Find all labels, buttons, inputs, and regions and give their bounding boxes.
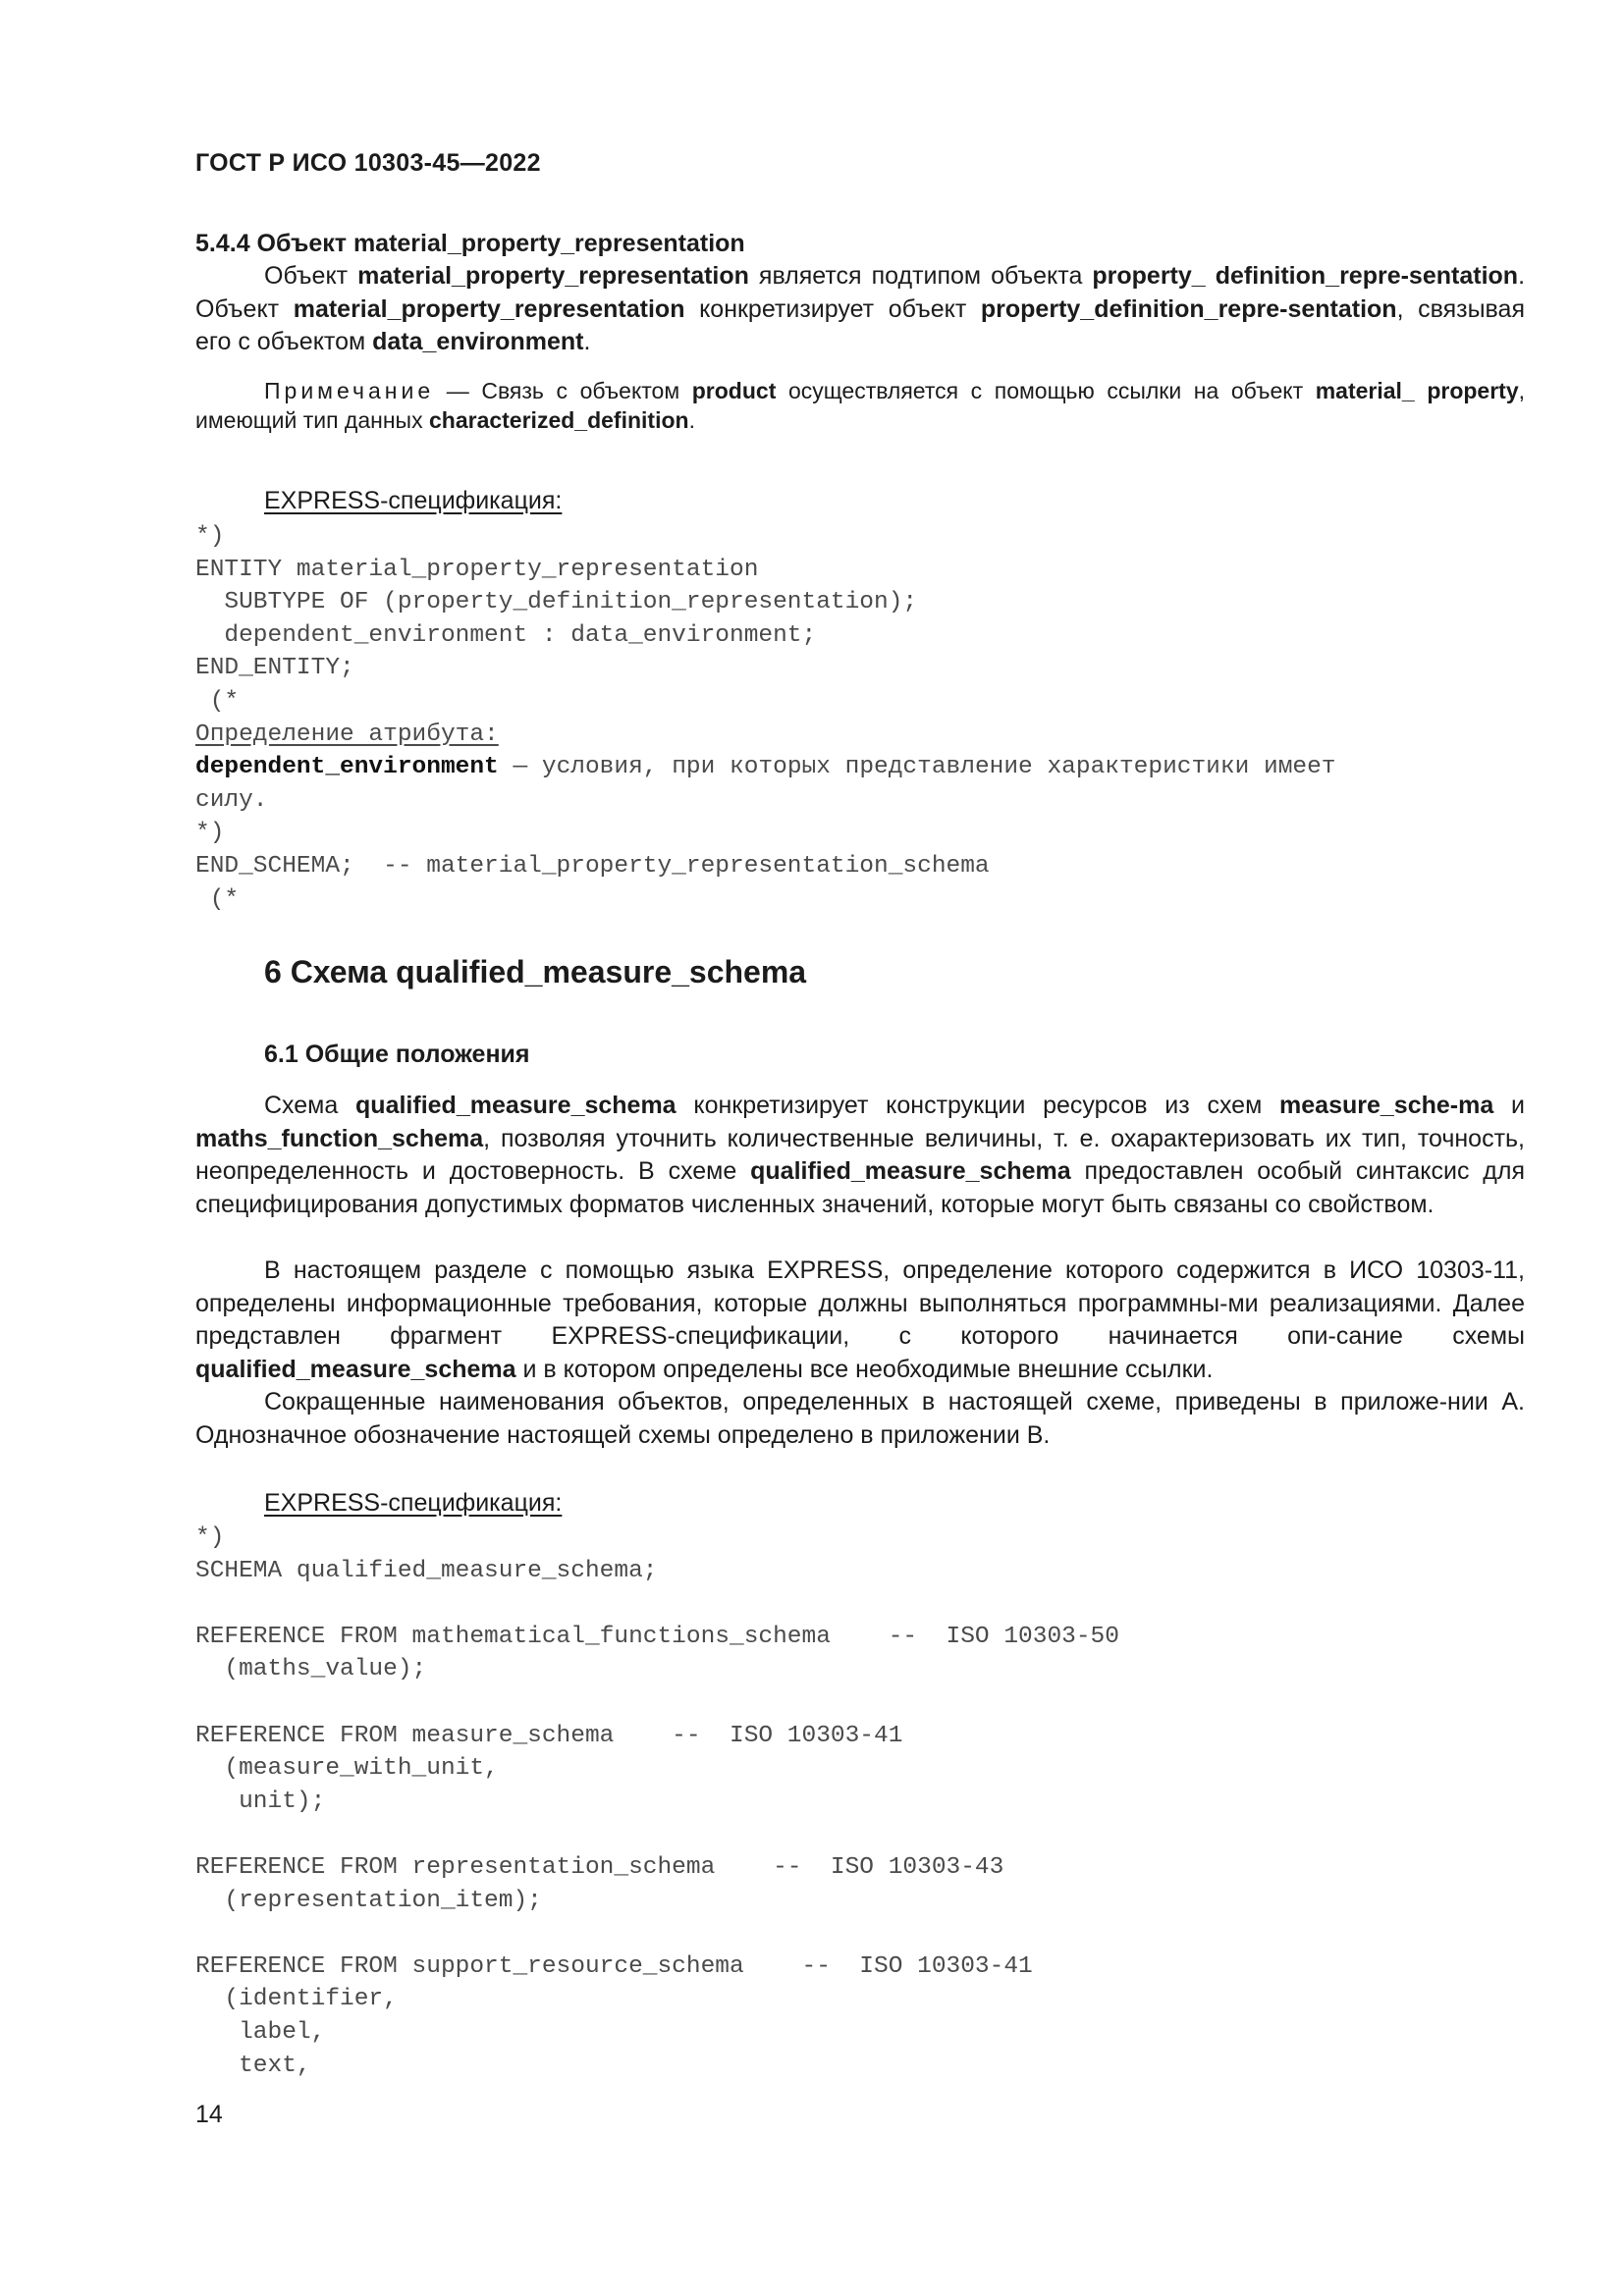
section-5-4-4-heading: 5.4.4 Объект material_property_representation (195, 230, 745, 257)
express-code-block-2: *) SCHEMA qualified_measure_schema; REFERENCE FROM mathematical_functions_schema -- ISO 10303-50 (maths_value); REFERENCE FROM measure_schema -- ISO 10303-41 (measure_with_unit, unit); REFERENCE FROM representation_schema -- ISO 10303-43 (representation_item); REFERENCE FROM support_resource_schema -- ISO 10303-41 (identifier, label, text, (195, 1524, 1119, 2079)
text-run: data_environment (372, 328, 584, 355)
text-run: Сокращенные наименования объектов, определенных в настоящей схеме, приведены в приложе-нии А. Однозначное обозначение настоящей схемы определено в приложении В. (195, 1388, 1525, 1449)
page-number: 14 (195, 2101, 223, 2128)
express-code-block-1 (195, 520, 1525, 916)
code-lines-1: *) ENTITY material_property_representation SUBTYPE OF (property_definition_representation); dependent_environment : data_environment; END_ENTITY; (* (195, 523, 918, 715)
text-run: осуществляется с помощью ссылки на объект (776, 378, 1316, 403)
text-run: конкретизирует конструкции ресурсов из схем (676, 1092, 1280, 1119)
text-run: maths_function_schema (195, 1124, 484, 1152)
text-run: , позволяя уточнить количественные величины, т. е. охарактеризовать их тип, точность, неопределенность и достоверность. В схеме (195, 1124, 1525, 1185)
text-run: qualified_measure_schema (355, 1092, 677, 1119)
attribute-description-1: — условия, при которых представление характеристики имеет (498, 754, 1336, 781)
section-5-4-4-paragraph (195, 260, 1525, 359)
section-6-1-paragraph-3 (195, 1386, 1525, 1452)
text-run: конкретизирует объект (684, 294, 981, 323)
text-run: Объект (264, 262, 358, 290)
text-run: measure_sche-ma (1279, 1092, 1494, 1119)
text-run: предоставлен особый синтаксис для специфицирования допустимых форматов численных значений, которые могут быть связаны со свойством. (195, 1157, 1525, 1218)
section-5-4-4-note (195, 376, 1525, 435)
text-run: . (688, 407, 695, 433)
text-run: property_ definition_repre-sentation (1092, 262, 1519, 290)
text-run: qualified_measure_schema (750, 1157, 1071, 1185)
text-run: characterized_definition (428, 407, 689, 433)
text-run: product (691, 378, 777, 403)
text-run: material_property_representation (357, 262, 749, 290)
attribute-description-2: силу. (195, 786, 268, 814)
section-6-1-heading: 6.1 Общие положения (264, 1041, 530, 1068)
attribute-name: dependent_environment (195, 754, 499, 781)
attribute-definition-label: Определение атрибута: (195, 721, 499, 748)
text-run: qualified_measure_schema (195, 1355, 516, 1383)
section-6-heading: 6 Схема qualified_measure_schema (264, 954, 807, 989)
text-run: является подтипом объекта (748, 262, 1093, 290)
text-run: . Объект (195, 262, 1526, 323)
text-run: material_ property (1315, 378, 1519, 403)
document-header: ГОСТ Р ИСО 10303-45—2022 (195, 149, 541, 177)
text-run: — Связь с объектом (434, 378, 692, 403)
text-run: Схема (264, 1092, 356, 1119)
section-6-1-paragraph-1 (195, 1090, 1525, 1221)
note-label: Примечание (264, 378, 435, 403)
text-run: material_property_representation (293, 294, 685, 323)
text-run: property_definition_repre-sentation (980, 294, 1397, 323)
text-run: , имеющий тип данных (195, 378, 1526, 433)
express-spec-label-1: EXPRESS-спецификация: (264, 487, 563, 514)
text-run: В настоящем разделе с помощью языка EXPRESS, определение которого содержится в ИСО 10303-11, определены информационные требования, которые должны выполняться программны-ми реализациями. Далее представлен фрагмент EXPRESS-спецификации, с которого начинается опи-сание схемы (195, 1256, 1525, 1350)
text-run: и (1493, 1092, 1525, 1119)
section-6-1-paragraph-2 (195, 1255, 1525, 1386)
text-run: . (583, 328, 591, 355)
code-tail-1: *) END_SCHEMA; -- material_property_representation_schema (* (195, 820, 990, 913)
express-spec-label-2: EXPRESS-спецификация: (264, 1489, 563, 1517)
text-run: и в котором определены все необходимые внешние ссылки. (515, 1355, 1214, 1383)
text-run: , связывая его с объектом (195, 294, 1526, 355)
